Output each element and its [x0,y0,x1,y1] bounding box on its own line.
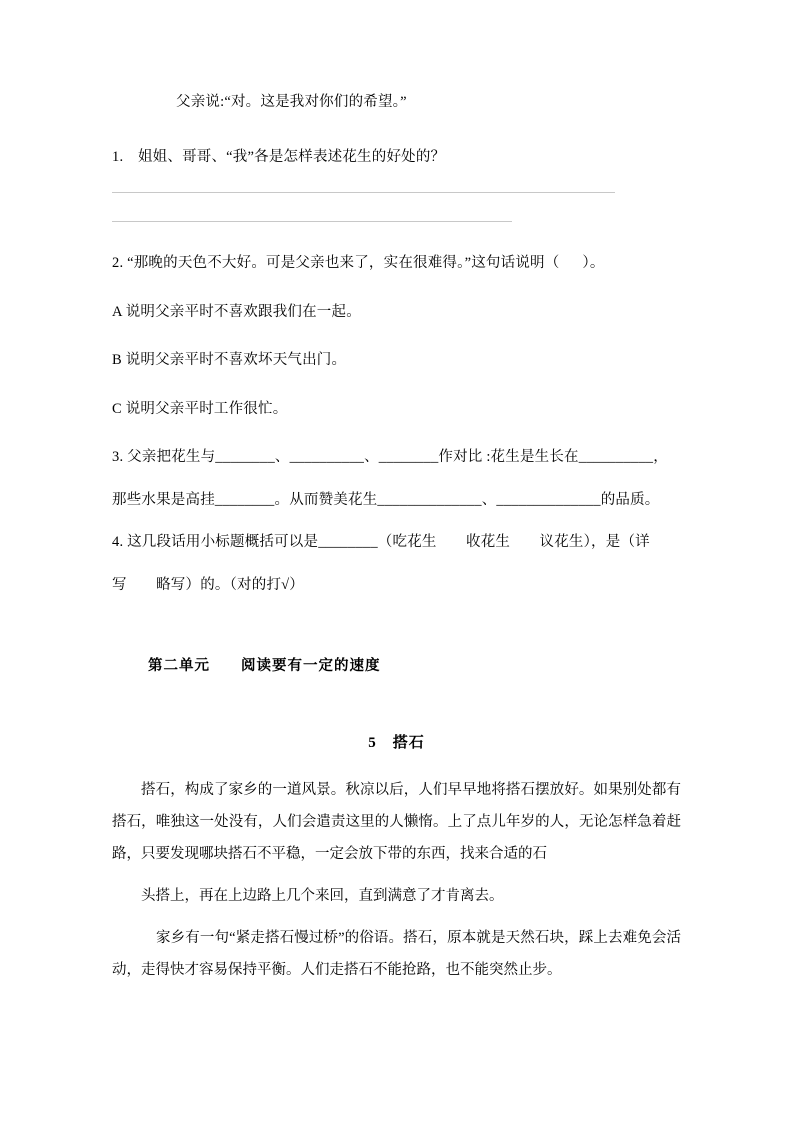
answer-line-1-wrap [112,164,681,193]
spacer [112,912,681,922]
spacer [112,271,681,305]
question-1: 1. 姐姐、哥哥、“我”各是怎样表述花生的好处的？ [112,148,446,165]
unit-heading: 第二单元 阅读要有一定的速度 [148,658,381,674]
spacer [112,222,681,256]
spacer [112,675,681,721]
spacer [112,752,681,774]
spacer [112,870,681,880]
question-3-line-2: 那些水果是高挂________。从而赞美花生______________、______________的品质。 [112,491,660,508]
body-paragraph-3: 家乡有一句“紧走搭石慢过桥”的俗语。搭石，原本就是天然石块，踩上去难免会活动，走得快才容易保持平衡。人们走搭石不能抢路，也不能突然止步。 [112,930,681,978]
question-2-option-a: A 说明父亲平时不喜欢跟我们在一起。 [112,303,361,320]
spacer [112,592,681,638]
answer-line-2-wrap [112,193,681,222]
question-4-line-1: 4. 这几段话用小标题概括可以是________（吃花生 收花生 议花生），是（详 [112,534,650,550]
spacer [112,416,681,450]
spacer [112,507,681,535]
question-3-line-1: 3. 父亲把花生与________、__________、________作对比 :花生是生长在__________， [112,449,668,465]
spacer [112,721,681,731]
question-2-option-c: C 说明父亲平时工作很忙。 [112,400,288,417]
spacer [112,638,681,654]
spacer [112,550,681,578]
question-4-line-2: 写 略写）的。（对的打√） [112,576,305,593]
spacer [112,319,681,353]
quote-line: 父亲说:“对。这是我对你们的希望。” [176,94,407,110]
question-2-option-b: B 说明父亲平时不喜欢坏天气出门。 [112,352,347,368]
lesson-heading: 5 搭石 [368,735,425,751]
body-paragraph-2: 头搭上，再在上边路上几个来回，直到满意了才肯离去。 [141,888,504,904]
question-2-stem: 2. “那晚的天色不大好。可是父亲也来了，实在很难得。”这句话说明（ ）。 [112,255,605,271]
spacer [112,110,681,150]
body-paragraph-1: 搭石，构成了家乡的一道风景。秋凉以后，人们早早地将搭石摆放好。如果别处都有搭石，唯独这一处没有，人们会遣责这里的人懒惰。上了点儿年岁的人，无论怎样急着赶路，只要发现哪块搭石不平稳，一定会放下带的东西，找来合适的石 [112,782,681,862]
spacer [112,465,681,493]
spacer [112,368,681,402]
